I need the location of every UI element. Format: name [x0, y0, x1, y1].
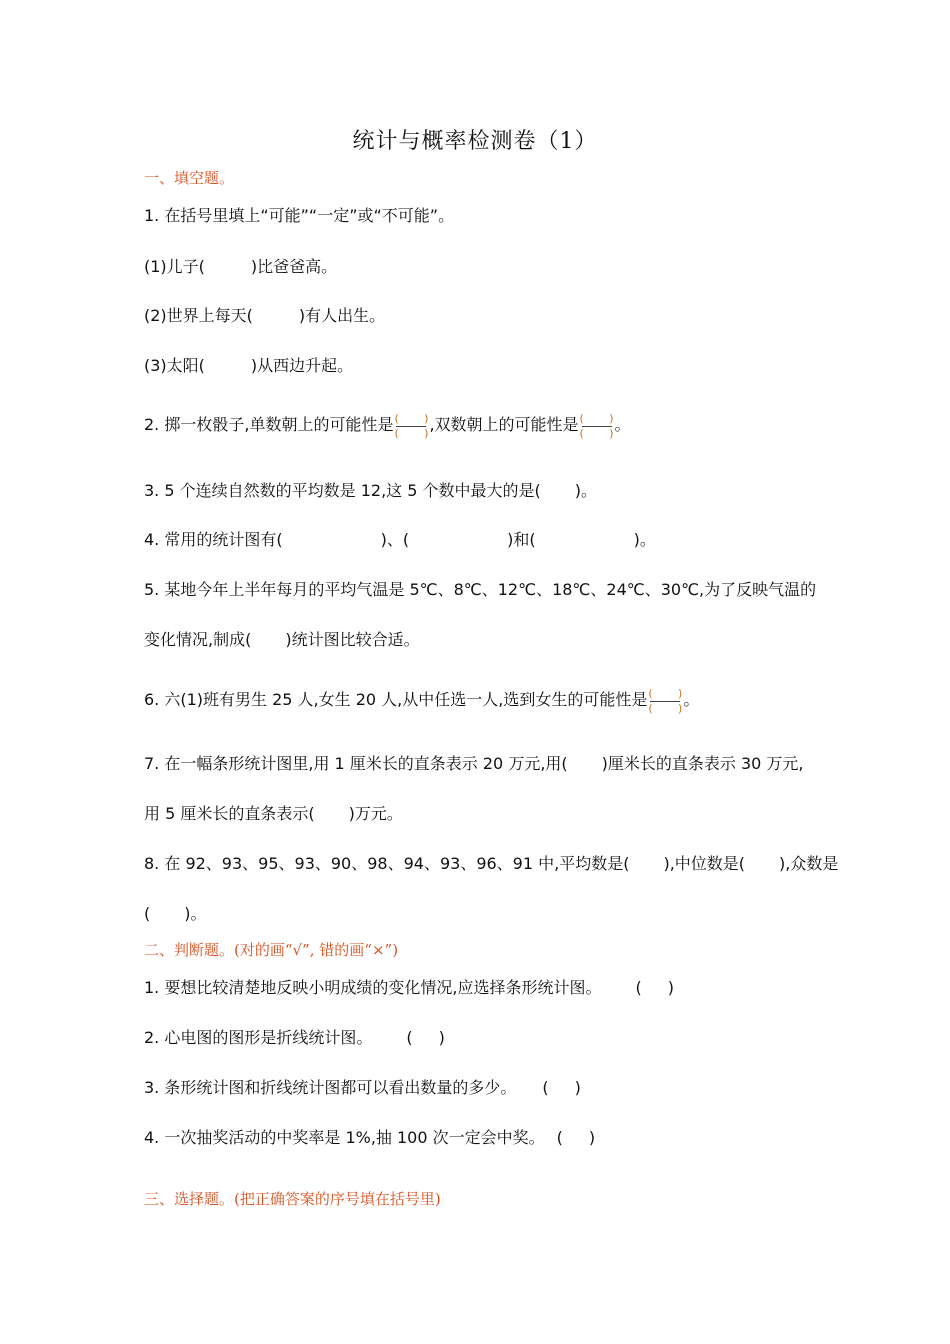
- judge-item-1: 1. 要想比较清楚地反映小明成绩的变化情况,应选择条形统计图。 ( ): [144, 978, 674, 997]
- q2: 2. 掷一枚骰子,单数朝上的可能性是 ( ) ( ) ,双数朝上的可能性是 ( ) ( ) 。: [144, 411, 631, 440]
- q1-text: 1. 在括号里填上“可能”“一定”或“不可能”。: [144, 206, 455, 225]
- q7-line2: 用 5 厘米长的直条表示( )万元。: [144, 804, 403, 823]
- judge-item-2: 2. 心电图的图形是折线统计图。 ( ): [144, 1028, 445, 1047]
- section1-heading: 一、填空题。: [144, 169, 235, 187]
- judge-item-3: 3. 条形统计图和折线统计图都可以看出数量的多少。 ( ): [144, 1078, 581, 1097]
- fraction-blank: ( ) ( ): [579, 411, 614, 440]
- fraction-blank: ( ) ( ): [648, 686, 683, 715]
- judge-item-4: 4. 一次抽奖活动的中奖率是 1%,抽 100 次一定会中奖。 ( ): [144, 1128, 596, 1147]
- q1-item-3: (3)太阳( )从西边升起。: [144, 356, 354, 375]
- q5-line1: 5. 某地今年上半年每月的平均气温是 5℃、8℃、12℃、18℃、24℃、30℃,为了反映气温的: [144, 580, 817, 599]
- section2-heading: 二、判断题。(对的画“√”, 错的画“×”): [144, 941, 399, 959]
- fraction-blank: ( ) ( ): [394, 411, 429, 440]
- q8-line2: ( )。: [144, 904, 207, 923]
- q5-line2: 变化情况,制成( )统计图比较合适。: [144, 630, 420, 649]
- section3-heading: 三、选择题。(把正确答案的序号填在括号里): [144, 1190, 441, 1208]
- page-title: 统计与概率检测卷（1）: [352, 129, 598, 154]
- q4: 4. 常用的统计图有( )、( )和( )。: [144, 530, 656, 549]
- q3: 3. 5 个连续自然数的平均数是 12,这 5 个数中最大的是( )。: [144, 481, 597, 500]
- q1-item-2: (2)世界上每天( )有人出生。: [144, 306, 386, 325]
- q8-line1: 8. 在 92、93、95、93、90、98、94、93、96、91 中,平均数是( ),中位数是( ),众数是: [144, 854, 839, 873]
- q7-line1: 7. 在一幅条形统计图里,用 1 厘米长的直条表示 20 万元,用( )厘米长的直条表示 30 万元,: [144, 754, 804, 773]
- q6: 6. 六(1)班有男生 25 人,女生 20 人,从中任选一人,选到女生的可能性是 ( ) ( ) 。: [144, 686, 700, 715]
- q1-item-1: (1)儿子( )比爸爸高。: [144, 257, 338, 276]
